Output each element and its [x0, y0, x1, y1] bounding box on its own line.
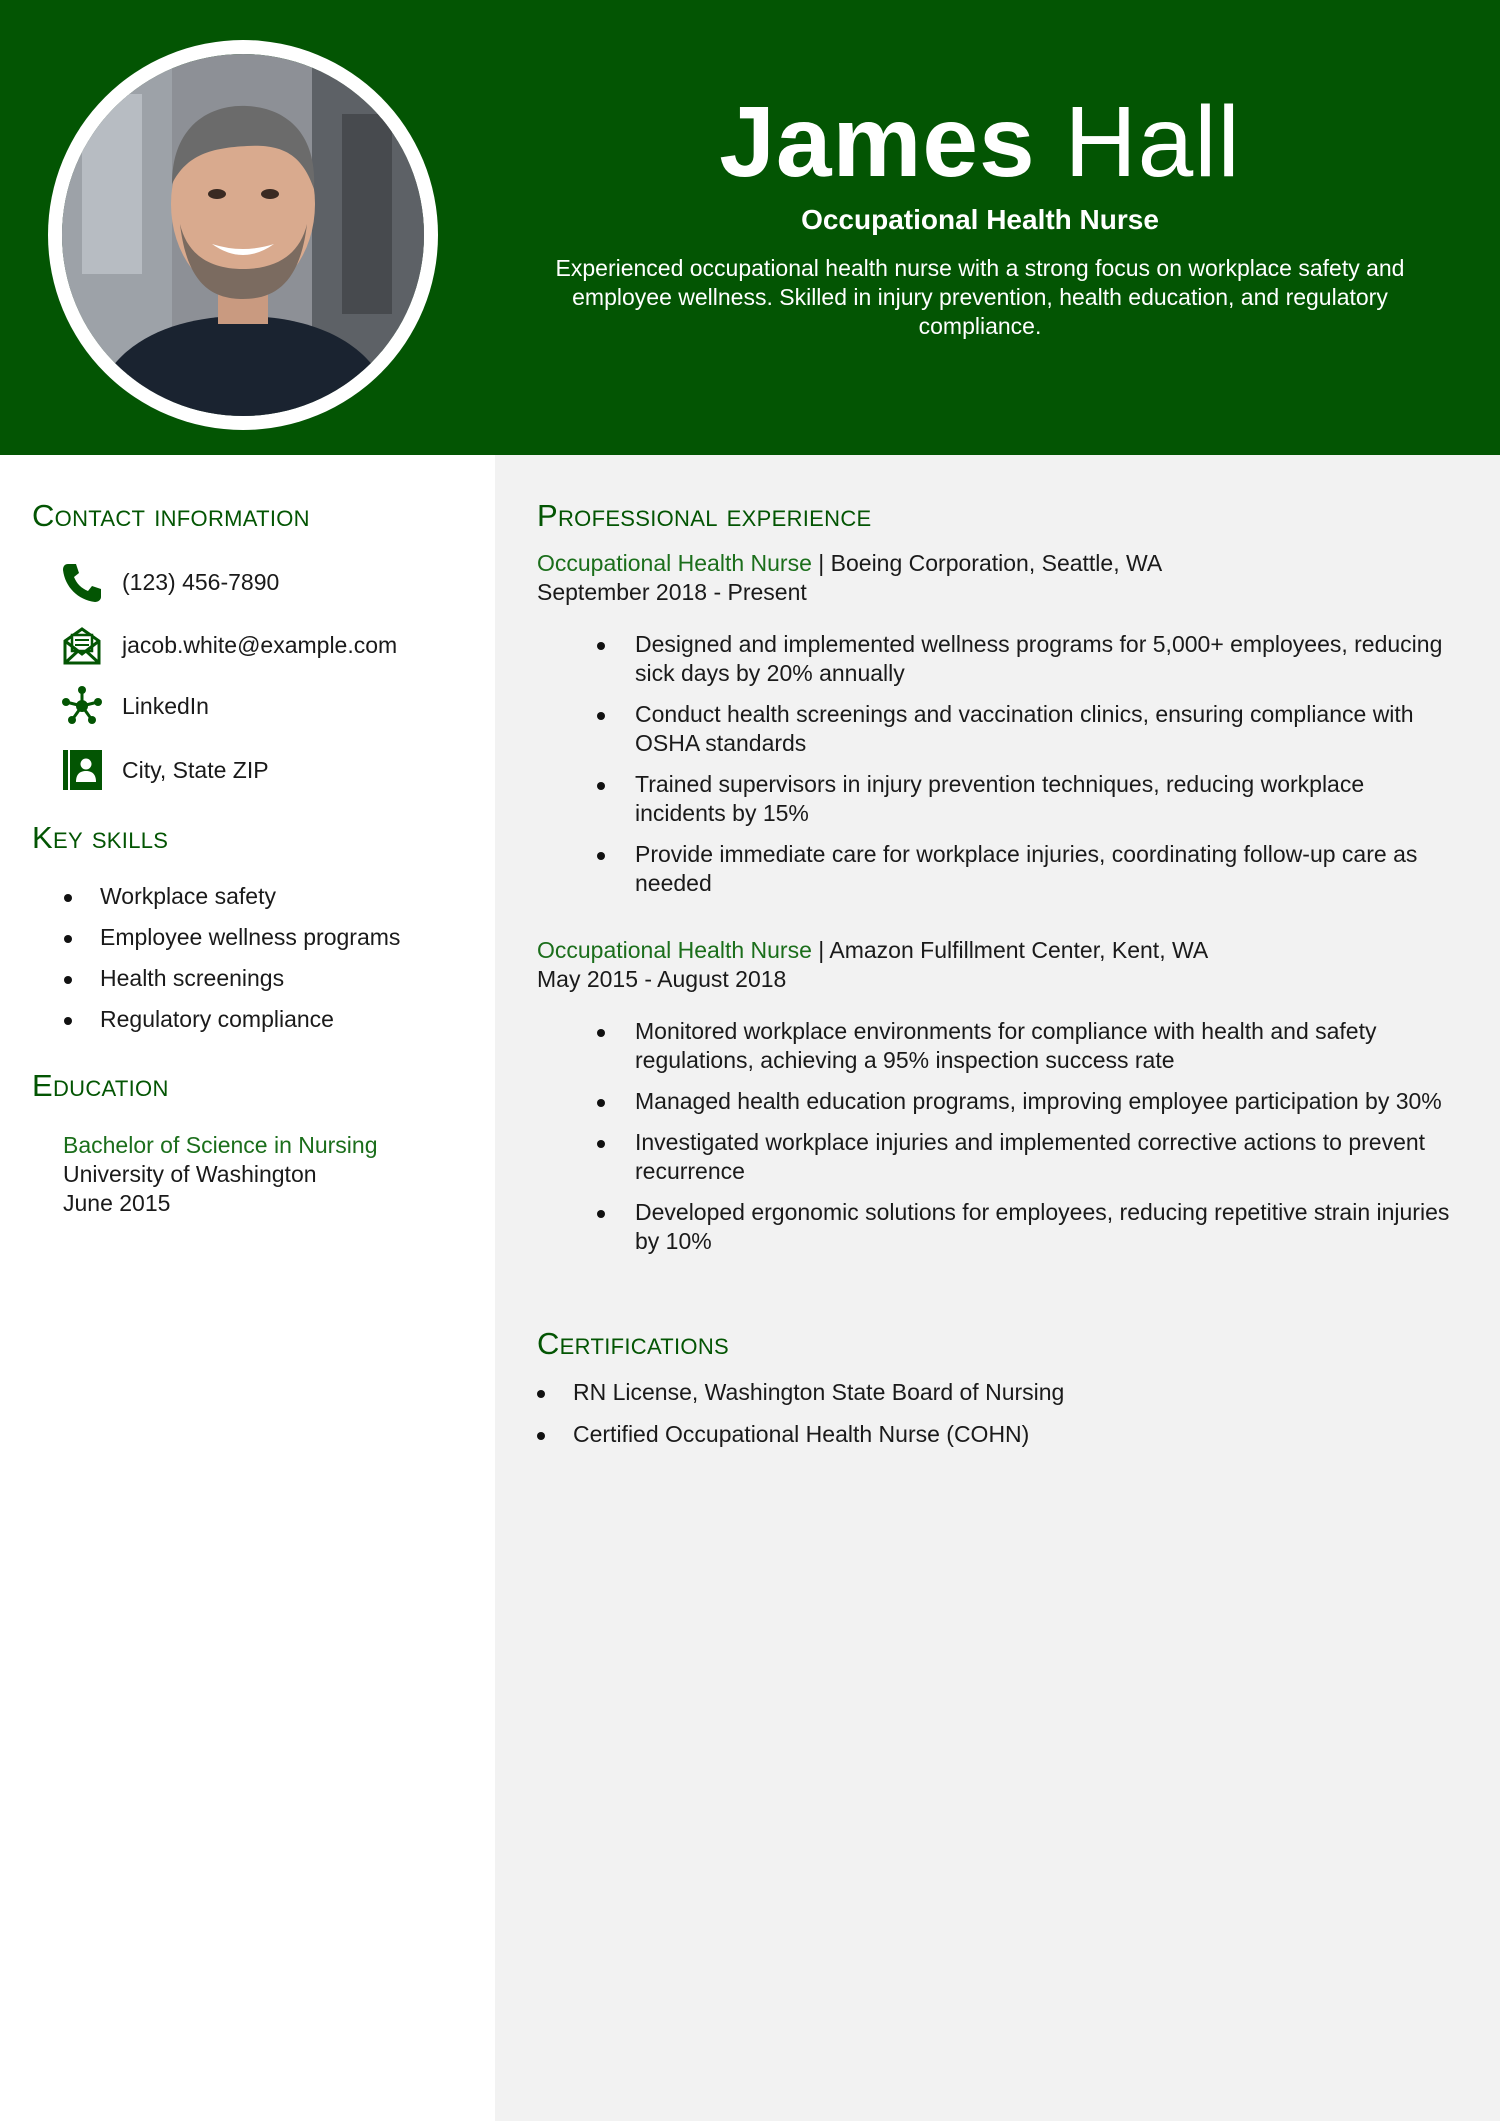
bullet-dot: [597, 712, 605, 720]
skills-heading: Key skills: [32, 820, 169, 855]
job-bullet: [597, 630, 1457, 688]
bullet-dot: [537, 1432, 545, 1440]
candidate-name: [520, 82, 1440, 202]
certification-item: [537, 1378, 1437, 1407]
job-bullet: [597, 1017, 1457, 1075]
contact-linkedin: [60, 684, 480, 732]
bullet-dot: [597, 642, 605, 650]
profile-photo: [62, 54, 424, 416]
job-bullet-text: Provide immediate care for workplace injuries, coordinating follow-up care as needed: [635, 841, 1418, 896]
profile-photo-frame: [48, 40, 438, 430]
first-name: James: [719, 86, 1036, 198]
job-1-separator: |: [811, 550, 831, 576]
education-heading: Education: [32, 1068, 169, 1103]
job-bullet: [597, 700, 1457, 758]
job-2-company: Amazon Fulfillment Center, Kent, WA: [829, 937, 1209, 963]
certification-text: Certified Occupational Health Nurse (COHN): [573, 1421, 1030, 1447]
job-1-bullets: [597, 630, 1457, 910]
bullet-dot: [597, 1140, 605, 1148]
job-bullet-text: Trained supervisors in injury prevention techniques, reducing workplace incidents by 15%: [635, 771, 1365, 826]
job-bullet-text: Designed and implemented wellness programs for 5,000+ employees, reducing sick days by 20% annually: [635, 631, 1443, 686]
phone-text: (123) 456-7890: [122, 569, 280, 595]
bullet-dot: [64, 1017, 72, 1025]
job-bullet: [597, 1198, 1457, 1256]
skill-text: Workplace safety: [100, 883, 276, 909]
job-bullet: [597, 1128, 1457, 1186]
contact-email: [60, 623, 480, 671]
job-bullet: [597, 840, 1457, 898]
contact-phone: [60, 560, 480, 608]
network-icon: [60, 684, 104, 728]
experience-heading: Professional experience: [537, 498, 872, 533]
certifications-list: [537, 1378, 1437, 1462]
bullet-dot: [64, 976, 72, 984]
certifications-heading: Certifications: [537, 1326, 730, 1361]
bullet-dot: [597, 1029, 605, 1037]
job-bullet-text: Developed ergonomic solutions for employees, reducing repetitive strain injuries by 10%: [635, 1199, 1450, 1254]
job-bullet-text: Managed health education programs, improving employee participation by 30%: [635, 1088, 1442, 1114]
certification-item: [537, 1420, 1437, 1449]
skill-item: [60, 964, 480, 993]
job-2-separator: |: [811, 937, 830, 963]
portrait-illustration: [62, 54, 424, 416]
contact-heading: Contact information: [32, 498, 310, 533]
bullet-dot: [64, 935, 72, 943]
job-bullet-text: Investigated workplace injuries and implemented corrective actions to prevent recurrence: [635, 1129, 1426, 1184]
certification-text: RN License, Washington State Board of Nursing: [573, 1379, 1065, 1405]
skill-text: Employee wellness programs: [100, 924, 401, 950]
skills-list: [60, 882, 480, 1046]
linkedin-text[interactable]: LinkedIn: [122, 693, 209, 719]
skill-item: [60, 1005, 480, 1034]
education-school: University of Washington: [63, 1161, 317, 1187]
phone-icon: [60, 560, 104, 604]
skill-item: [60, 923, 480, 952]
job-bullet: [597, 770, 1457, 828]
education-degree: Bachelor of Science in Nursing: [63, 1132, 378, 1158]
last-name: Hall: [1064, 86, 1241, 198]
address-book-icon: [60, 748, 104, 792]
bullet-dot: [597, 852, 605, 860]
job-1-title: Occupational Health Nurse: [537, 550, 812, 576]
bullet-dot: [537, 1390, 545, 1398]
education-date: June 2015: [63, 1190, 171, 1216]
skill-text: Regulatory compliance: [100, 1006, 334, 1032]
contact-address: [60, 748, 480, 796]
job-bullet: [597, 1087, 1457, 1116]
profile-summary: Experienced occupational health nurse with a strong focus on workplace safety and employee wellness. Skilled in injury prevention, health education, and regulatory compliance.: [555, 255, 1405, 339]
job-1-company: Boeing Corporation, Seattle, WA: [830, 550, 1163, 576]
header-banner: [0, 0, 1500, 455]
headline-title: Occupational Health Nurse: [801, 204, 1159, 235]
email-icon: [60, 623, 104, 667]
bullet-dot: [597, 1210, 605, 1218]
bullet-dot: [597, 782, 605, 790]
bullet-dot: [64, 894, 72, 902]
email-text[interactable]: jacob.white@example.com: [122, 632, 398, 658]
job-1-dates: September 2018 - Present: [537, 579, 807, 605]
address-text: City, State ZIP: [122, 757, 269, 783]
job-2-header: [537, 936, 1208, 965]
job-2-title: Occupational Health Nurse: [537, 937, 812, 963]
job-1-header: [537, 549, 1162, 578]
skill-item: [60, 882, 480, 911]
job-2-bullets: [597, 1017, 1457, 1268]
job-bullet-text: Monitored workplace environments for compliance with health and safety regulations, achieving a 95% inspection success rate: [635, 1018, 1377, 1073]
skill-text: Health screenings: [100, 965, 285, 991]
job-2-dates: May 2015 - August 2018: [537, 966, 787, 992]
bullet-dot: [597, 1099, 605, 1107]
job-bullet-text: Conduct health screenings and vaccination clinics, ensuring compliance with OSHA standards: [635, 701, 1414, 756]
